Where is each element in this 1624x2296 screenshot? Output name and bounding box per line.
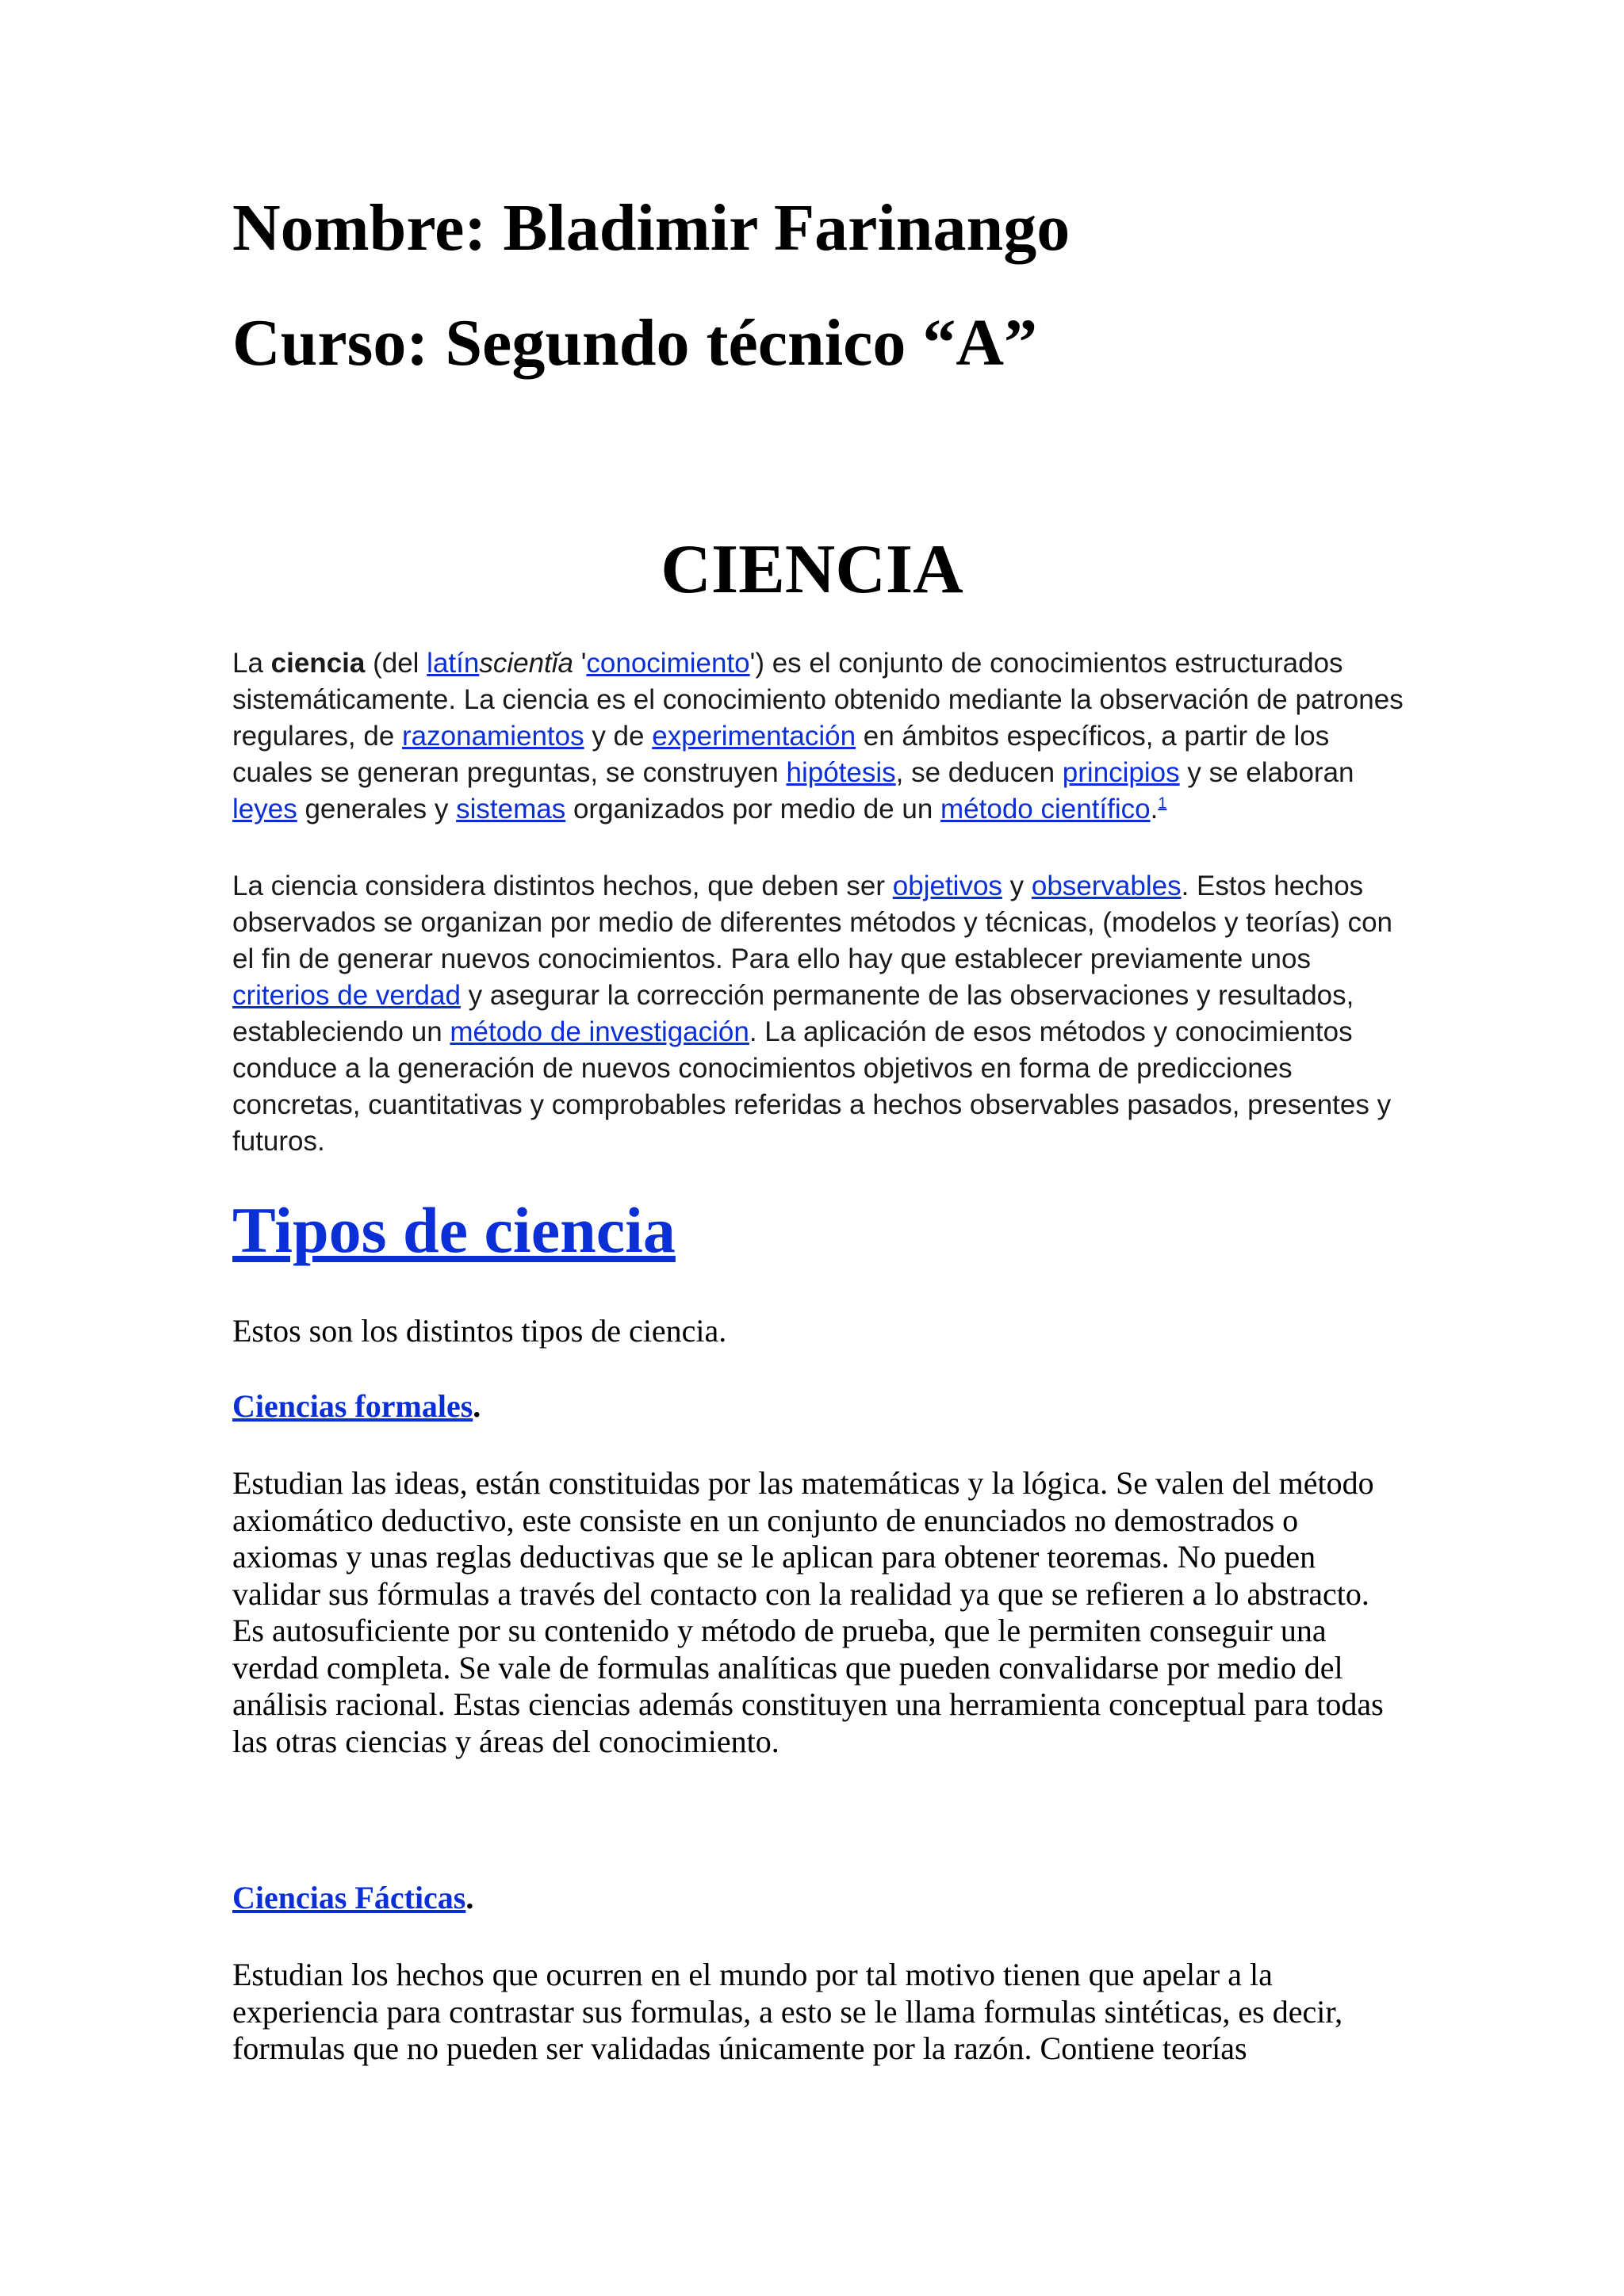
- paragraph-hechos: [232, 868, 1406, 1160]
- text-segment: La ciencia considera distintos hechos, que deben ser: [232, 871, 893, 901]
- link-conocimiento[interactable]: conocimiento: [586, 648, 750, 679]
- link-ciencias-facticas[interactable]: Ciencias Fácticas: [232, 1880, 466, 1915]
- footnote-link[interactable]: 1: [1158, 794, 1167, 813]
- heading-period: .: [473, 1388, 481, 1424]
- heading-period: .: [465, 1880, 474, 1915]
- link-objetivos[interactable]: objetivos: [892, 871, 1002, 901]
- link-tipos-de-ciencia[interactable]: Tipos de ciencia: [232, 1194, 676, 1266]
- text-segment: . Estos hechos observados se organizan por medio de diferentes métodos y técnicas, (modelos y teorías) con el fin de generar nuevos conocimientos. Para ello hay que establecer previamente unos: [232, 871, 1392, 974]
- link-experimentacion[interactable]: experimentación: [652, 721, 856, 752]
- section-intro: Estos son los distintos tipos de ciencia.: [232, 1313, 727, 1349]
- text-segment: ') es el conjunto de conocimientos estructurados sistemáticamente. La ciencia es el conocimiento obtenido mediante la observación de patrones regulares, de: [232, 648, 1404, 752]
- text-segment: , se deducen: [895, 757, 1063, 788]
- text-segment: La: [232, 648, 271, 679]
- link-hipotesis[interactable]: hipótesis: [786, 757, 896, 788]
- link-metodo-cientifico[interactable]: método científico: [940, 794, 1151, 825]
- paragraph-formales: Estudian las ideas, están constituidas por las matemáticas y la lógica. Se valen del método axiomático deductivo, este consiste en un conjunto de enunciados no demostrados o axiomas y unas reglas deductivas que se le aplican para obtener teoremas. No pueden validar sus fórmulas a través del contacto con la realidad ya que se refieren a lo abstracto. Es autosuficiente por su contenido y método de prueba, que le permiten conseguir una verdad completa. Se vale de formulas analíticas que pueden convalidarse por medio del análisis racional. Estas ciencias además constituyen una herramienta conceptual para todas las otras ciencias y áreas del conocimiento.: [232, 1465, 1384, 1759]
- bold-term: ciencia: [270, 648, 366, 679]
- text-segment: y de: [584, 721, 653, 752]
- text-segment: ': [573, 648, 587, 679]
- section-heading-tipos: [232, 1193, 676, 1268]
- text-segment: y se elaboran: [1179, 757, 1354, 788]
- paragraph-facticas: Estudian los hechos que ocurren en el mundo por tal motivo tienen que apelar a la experiencia para contrastar sus formulas, a esto se le llama formulas sintéticas, es decir, formulas que no pueden ser validadas únicamente por la razón. Contiene teorías: [232, 1957, 1343, 2066]
- link-latin[interactable]: latín: [427, 648, 480, 679]
- link-principios[interactable]: principios: [1062, 757, 1180, 788]
- subheading-facticas: [232, 1879, 473, 1917]
- link-observables[interactable]: observables: [1031, 871, 1182, 901]
- link-sistemas[interactable]: sistemas: [456, 794, 566, 825]
- text-segment: .: [1150, 794, 1159, 825]
- link-leyes[interactable]: leyes: [232, 794, 297, 825]
- subheading-formales: [232, 1387, 481, 1425]
- text-segment: generales y: [297, 794, 457, 825]
- text-segment: (del: [365, 648, 427, 679]
- link-ciencias-formales[interactable]: Ciencias formales: [232, 1388, 473, 1424]
- student-course: Curso: Segundo técnico “A”: [232, 306, 1038, 380]
- text-segment: en ámbitos específicos, a partir de los cuales se generan preguntas, se construyen: [232, 721, 1330, 788]
- text-segment: y: [1002, 871, 1032, 901]
- text-segment: organizados por medio de un: [565, 794, 941, 825]
- text-segment: . La aplicación de esos métodos y conocimientos conduce a la generación de nuevos conocimientos objetivos en forma de predicciones concretas, cuantitativas y comprobables referidas a hechos observables pasados, presentes y futuros.: [232, 1016, 1392, 1157]
- paragraph-definition: [232, 645, 1406, 828]
- italic-term: scientĭa: [479, 648, 573, 679]
- link-razonamientos[interactable]: razonamientos: [402, 721, 584, 752]
- student-name: Nombre: Bladimir Farinango: [232, 191, 1071, 265]
- link-criterios-de-verdad[interactable]: criterios de verdad: [232, 980, 461, 1011]
- text-segment: y asegurar la corrección permanente de las observaciones y resultados, estableciendo un: [232, 980, 1354, 1047]
- link-metodo-de-investigacion[interactable]: método de investigación: [450, 1016, 749, 1047]
- document-title: CIENCIA: [661, 531, 963, 608]
